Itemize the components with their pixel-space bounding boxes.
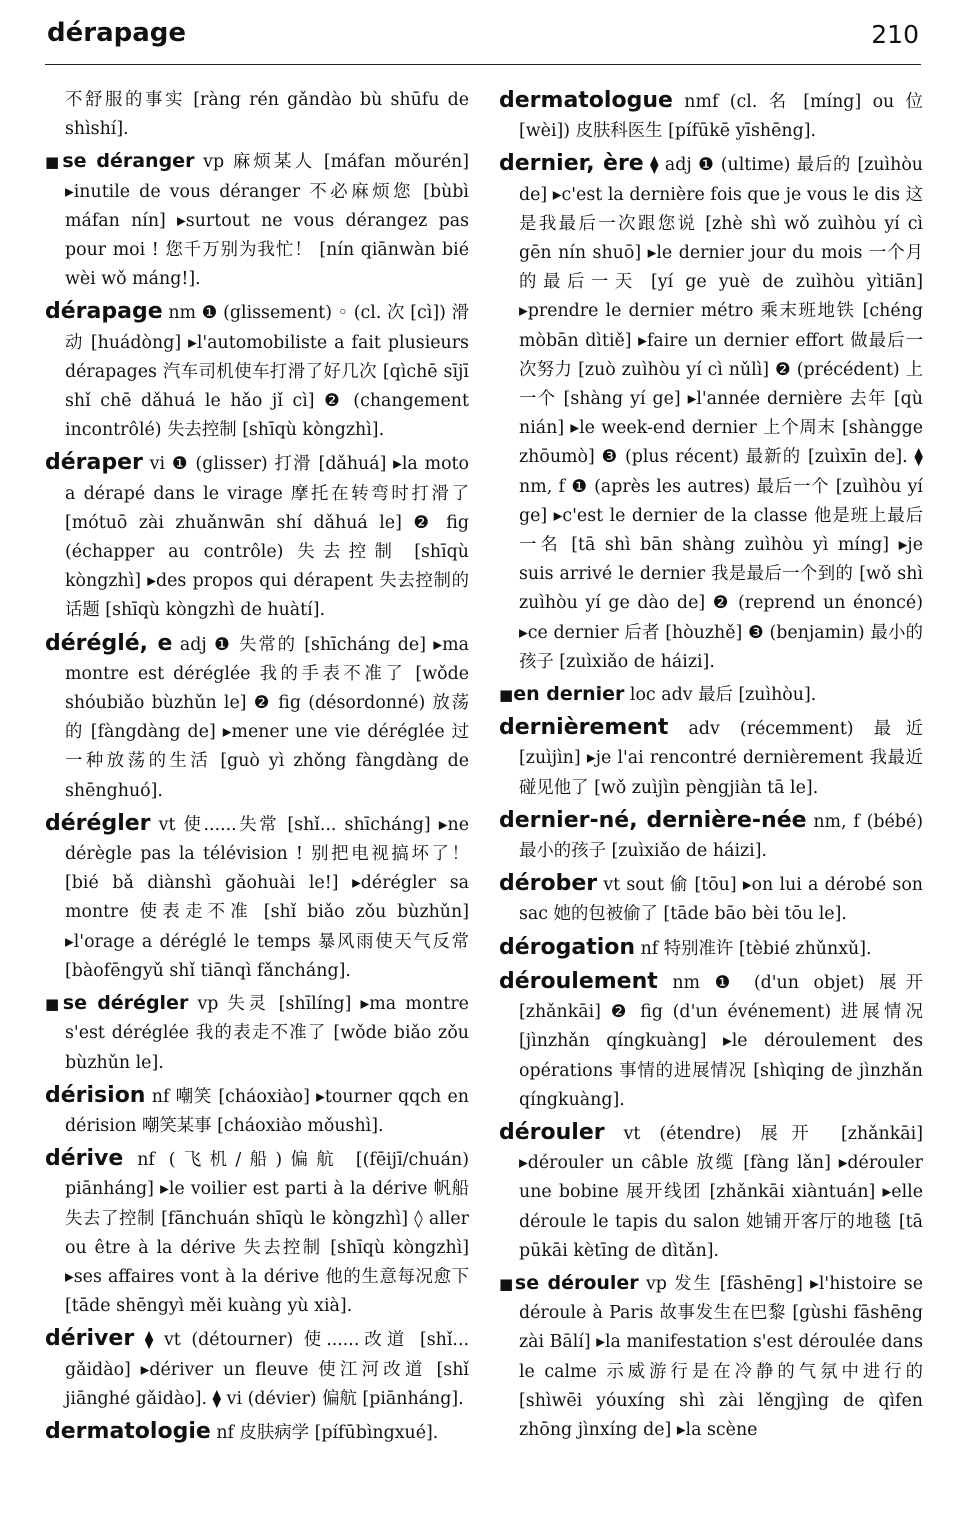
entry-headword: déraper: [45, 450, 143, 476]
entry-text: nm ❶ (d'un objet) 展开 [zhǎnkāi] ❷ fig (d'un événement) 进展情况 [jìnzhǎn qíngkuàng] ▸le déroulement des opérations 事情的进展情况 [shìqing de jìnzhǎn qíngkuàng].: [519, 972, 923, 1110]
subentry-square-icon: ■: [45, 153, 63, 172]
entry-headword: dérogation: [499, 934, 636, 960]
dictionary-entry: [45, 1417, 469, 1448]
dictionary-entry: [499, 149, 923, 677]
dictionary-entry: [45, 86, 469, 144]
entry-text: adv (récemment) 最近 [zuìjìn] ▸je l'ai rencontré dernièrement 我最近碰见他了 [wǒ zuìjìn pèngjiàn tā le].: [519, 719, 923, 798]
entry-text: ⧫ vt (détourner) 使......改道 [shǐ... gǎidào] ▸dériver un fleuve 使江河改道 [shǐ jiānghé gǎidào]. ⧫ vi (dévier) 偏航 [piānháng].: [65, 1330, 469, 1409]
subentry-headword: se déranger: [62, 150, 195, 173]
entry-text: vt (étendre) 展开 [zhǎnkāi] ▸dérouler un câble 放缆 [fàng lǎn] ▸dérouler une bobine 展开线团 [zhǎnkāi xiàntuán] ▸elle déroule le tapis du salon 她铺开客厅的地毯 [tā pūkāi kètīng de dìtǎn].: [519, 1123, 923, 1261]
entry-headword: dérive: [45, 1146, 124, 1172]
entry-text: nf 嘲笑 [cháoxiào] ▸tourner qqch en dérision 嘲笑某事 [cháoxiào mǒushì].: [65, 1086, 469, 1136]
dictionary-entry: [45, 147, 469, 294]
dictionary-entry: [499, 680, 923, 710]
entry-text: vp 失灵 [shīlíng] ▸ma montre s'est déréglée 我的表走不准了 [wǒde biǎo zǒu bùzhǔn le].: [65, 994, 469, 1073]
entry-text: vt 使......失常 [shǐ... shīcháng] ▸ne dérègle pas la télévision ! 别把电视搞坏了！ [bié bǎ diànshì gǎohuài le!] ▸dérégler sa montre 使表走不准 [shǐ biǎo zǒu bùzhǔn] ▸l'orage a déréglé le temps 暴风雨使天气反常 [bàofēngyǔ shǐ tiānqì fǎncháng].: [65, 814, 469, 981]
entry-headword: dériver: [45, 1326, 135, 1352]
right-column: [499, 86, 923, 1516]
left-column: [45, 86, 469, 1516]
dictionary-entry: [499, 967, 923, 1115]
entry-headword: dermatologie: [45, 1418, 211, 1444]
entry-text: vt sout 偷 [tōu] ▸on lui a dérobé son sac 她的包被偷了 [tāde bāo bèi tōu le].: [519, 875, 923, 925]
dictionary-entry: [499, 713, 923, 803]
dictionary-entry: [499, 933, 923, 964]
dictionary-entry: [45, 629, 469, 806]
entry-headword: dermatologue: [499, 88, 673, 113]
dictionary-entry: [499, 806, 923, 866]
subentry-headword: se dérouler: [514, 1271, 639, 1294]
dictionary-entry: [45, 1324, 469, 1414]
entry-headword: dérouler: [499, 1119, 605, 1145]
dictionary-entry: [45, 297, 469, 445]
dictionary-entry: [499, 1118, 923, 1266]
subentry-headword: se dérégler: [62, 992, 189, 1015]
dictionary-entry: [499, 869, 923, 929]
entry-text: vp 麻烦某人 [máfan mǒurén] ▸inutile de vous déranger 不必麻烦您 [bùbì máfan nín] ▸surtout ne vous dérangez pas pour moi ! 您千万别为我忙！ [nín qiānwàn bié wèi wǒ máng!].: [65, 152, 469, 290]
page-header: [45, 14, 921, 65]
entry-text: vp 发生 [fāshēng] ▸l'histoire se déroule à Paris 故事发生在巴黎 [gùshi fāshēng zài Bālí] ▸la manifestation s'est déroulée dans le calme 示威游行是在冷静的气氛中进行的 [shìwēi yóuxíng shì zài lěngjìng de qìfen zhōng jìnxíng de] ▸la scène: [519, 1273, 923, 1440]
subentry-square-icon: ■: [499, 686, 514, 705]
entry-headword: dernièrement: [499, 715, 669, 741]
entry-text: nf 皮肤病学 [pífūbìngxué].: [210, 1422, 439, 1443]
entry-text: nmf (cl. 名 [míng] ou 位 [wèi]) 皮肤科医生 [pífūkē yīshēng].: [519, 92, 923, 142]
guide-word: dérapage: [47, 18, 187, 48]
entry-headword: dérober: [499, 871, 598, 897]
dictionary-entry: [499, 86, 923, 146]
entry-headword: dérégler: [45, 810, 151, 836]
entry-text: nf 特别准许 [tèbié zhǔnxǔ].: [635, 938, 872, 959]
entry-headword: dérision: [45, 1082, 146, 1108]
entry-text: vi ❶ (glisser) 打滑 [dǎhuá] ▸la moto a dérapé dans le virage 摩托在转弯时打滑了 [mótuō zài zhuǎnwān shí dǎhuá le] ❷ fig (échapper au contrôle) 失去控制 [shīqù kòngzhì] ▸des propos qui dérapent 失去控制的话题 [shīqù kòngzhì de huàtí].: [65, 454, 469, 621]
dictionary-entry: [45, 1081, 469, 1141]
dictionary-entry: [45, 1144, 469, 1321]
entry-text: adj ❶ 失常的 [shīcháng de] ▸ma montre est déréglée 我的手表不准了 [wǒde shóubiǎo bùzhǔn le] ❷ fig (désordonné) 放荡的 [fàngdàng de] ▸mener une vie déréglée 过一种放荡的生活 [guò yì zhǒng fàngdàng de shēnghuó].: [65, 634, 469, 801]
subentry-headword: en dernier: [513, 683, 625, 706]
subentry-square-icon: ■: [45, 995, 63, 1014]
entry-text: ⧫ adj ❶ (ultime) 最后的 [zuìhòu de] ▸c'est la dernière fois que je vous le dis 这是我最后一次跟您说 [zhè shì wǒ zuìhòu yí cì gēn nín shuō] ▸le dernier jour du mois 一个月的最后一天 [yí ge yuè de zuìhòu yìtiān] ▸prendre le dernier métro 乘末班地铁 [chéng mòbān dìtiě] ▸faire un dernier effort 做最后一次努力 [zuò zuìhòu yí cì nǔlì] ❷ (précédent) 上一个 [shàng yí ge] ▸l'année dernière 去年 [qù nián] ▸le week-end dernier 上个周末 [shàngge zhōumò] ❸ (plus récent) 最新的 [zuìxīn de]. ⧫ nm, f ❶ (après les autres) 最后一个 [zuìhòu yí ge] ▸c'est le dernier de la classe 他是班上最后一名 [tā shì bān shàng zuìhòu yì míng] ▸je suis arrivé le dernier 我是最后一个到的 [wǒ shì zuìhòu yí ge dào de] ❷ (reprend un énoncé) ▸ce dernier 后者 [hòuzhě] ❸ (benjamin) 最小的孩子 [zuìxiǎo de háizi].: [519, 155, 923, 672]
entry-headword: déroulement: [499, 968, 658, 994]
dictionary-entry: [499, 1269, 923, 1445]
dictionary-entry: [45, 448, 469, 625]
page-number: 210: [871, 20, 919, 49]
subentry-square-icon: ■: [499, 1274, 515, 1293]
entry-headword: dérapage: [45, 299, 163, 325]
entry-text: nf (飞机/船)偏航 [(fēijī/chuán) piānháng] ▸le voilier est parti à la dérive 帆船失去了控制 [fānchuán shīqù le kòngzhì] ◊ aller ou être à la dérive 失去控制 [shīqù kòngzhì] ▸ses affaires vont à la dérive 他的生意每况愈下 [tāde shēngyì měi kuàng yù xià].: [65, 1150, 469, 1317]
entry-text: nm, f (bébé) 最小的孩子 [zuìxiǎo de háizi].: [519, 811, 923, 862]
entry-text: loc adv 最后 [zuìhòu].: [624, 685, 817, 706]
entry-headword: dernier, ère: [499, 151, 644, 177]
entry-text: 不舒服的事实 [ràng rén gǎndào bù shūfu de shìshí].: [65, 90, 469, 140]
dictionary-entry: [45, 989, 469, 1078]
entry-headword: dernier-né, dernière-née: [499, 807, 807, 833]
entry-headword: déréglé, e: [45, 630, 173, 656]
entry-text: nm ❶ (glissement) ◦ (cl. 次 [cì]) 滑动 [huádòng] ▸l'automobiliste a fait plusieurs dérapages 汽车司机使车打滑了好几次 [qìchē sījī shǐ chē dǎhuá le hǎo jǐ cì] ❷ (changement incontrôlé) 失去控制 [shīqù kòngzhì].: [65, 303, 469, 441]
dictionary-entry: [45, 809, 469, 986]
